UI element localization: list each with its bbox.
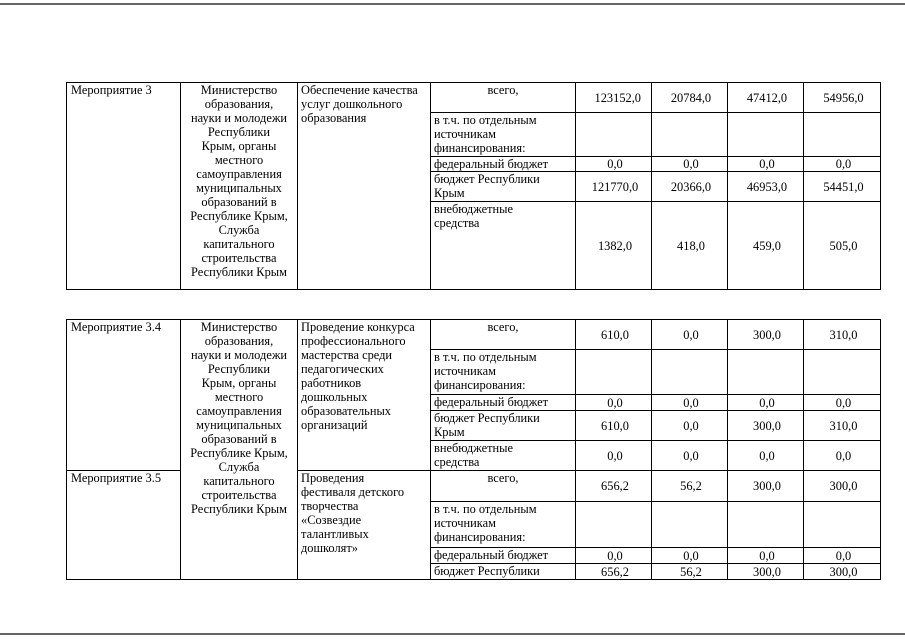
value-cell: 610,0 <box>576 411 652 441</box>
value-cell: 0,0 <box>652 548 728 564</box>
value-cell: 310,0 <box>804 320 881 350</box>
value-cell <box>652 350 728 395</box>
value-cell: 54451,0 <box>804 172 881 202</box>
value-cell <box>728 502 804 548</box>
value-cell <box>576 350 652 395</box>
event-name: Мероприятие 3.4 <box>67 320 181 471</box>
value-cell: 20366,0 <box>652 172 728 202</box>
source-breakdown: в т.ч. по отдельным источникам финансирования: <box>431 113 576 157</box>
source-total: всего, <box>431 83 576 113</box>
value-cell: 0,0 <box>728 395 804 411</box>
value-cell <box>728 350 804 395</box>
source-republic: бюджет Республики <box>431 564 576 580</box>
responsible-org: Министерство образования, науки и молодежи Республики Крым, органы местного самоуправления муниципальных образований в Республике Крым, Служба капитального строительства Республики Крым <box>181 320 298 580</box>
value-cell: 46953,0 <box>728 172 804 202</box>
event-description: Проведение конкурса профессионального мастерства среди педагогических работников дошкольных образовательных организаций <box>298 320 431 471</box>
source-breakdown: в т.ч. по отдельным источникам финансирования: <box>431 350 576 395</box>
value-cell: 0,0 <box>804 157 881 172</box>
source-extrabudget: внебюджетные средства <box>431 202 576 290</box>
value-cell: 0,0 <box>576 395 652 411</box>
value-cell <box>804 113 881 157</box>
event-name: Мероприятие 3 <box>67 83 181 290</box>
value-cell: 0,0 <box>576 548 652 564</box>
responsible-org: Министерство образования, науки и молодежи Республики Крым, органы местного самоуправления муниципальных образований в Республике Крым, Служба капитального строительства Республики Крым <box>181 83 298 290</box>
source-republic: бюджет Республики Крым <box>431 172 576 202</box>
source-extrabudget: внебюджетные средства <box>431 441 576 471</box>
source-federal: федеральный бюджет <box>431 395 576 411</box>
source-federal: федеральный бюджет <box>431 548 576 564</box>
source-total: всего, <box>431 320 576 350</box>
value-cell: 1382,0 <box>576 202 652 290</box>
value-cell: 0,0 <box>652 320 728 350</box>
value-cell: 0,0 <box>652 395 728 411</box>
value-cell: 310,0 <box>804 411 881 441</box>
value-cell <box>804 350 881 395</box>
value-cell: 0,0 <box>576 441 652 471</box>
event-name: Мероприятие 3.5 <box>67 471 181 580</box>
value-cell <box>576 113 652 157</box>
value-cell: 300,0 <box>728 471 804 502</box>
value-cell: 0,0 <box>652 157 728 172</box>
value-cell <box>804 502 881 548</box>
value-cell: 54956,0 <box>804 83 881 113</box>
value-cell: 56,2 <box>652 564 728 580</box>
program-table-event-3 <box>66 82 881 290</box>
source-total: всего, <box>431 471 576 502</box>
program-table-events-3-4-3-5 <box>66 319 881 580</box>
value-cell: 123152,0 <box>576 83 652 113</box>
value-cell: 0,0 <box>576 157 652 172</box>
scan-edge-top <box>0 3 905 5</box>
scan-edge-bottom <box>0 633 905 635</box>
event-description: Обеспечение качества услуг дошкольного образования <box>298 83 431 290</box>
value-cell: 0,0 <box>804 441 881 471</box>
value-cell: 0,0 <box>804 548 881 564</box>
value-cell: 0,0 <box>652 441 728 471</box>
value-cell: 418,0 <box>652 202 728 290</box>
value-cell: 20784,0 <box>652 83 728 113</box>
value-cell: 0,0 <box>804 395 881 411</box>
source-breakdown: в т.ч. по отдельным источникам финансирования: <box>431 502 576 548</box>
value-cell: 656,2 <box>576 471 652 502</box>
value-cell <box>652 502 728 548</box>
value-cell <box>652 113 728 157</box>
value-cell: 505,0 <box>804 202 881 290</box>
event-description: Проведения фестиваля детского творчества «Созвездие талантливых дошколят» <box>298 471 431 580</box>
value-cell: 300,0 <box>804 564 881 580</box>
value-cell: 610,0 <box>576 320 652 350</box>
value-cell: 121770,0 <box>576 172 652 202</box>
value-cell: 300,0 <box>804 471 881 502</box>
value-cell: 300,0 <box>728 320 804 350</box>
value-cell: 0,0 <box>728 441 804 471</box>
value-cell <box>728 113 804 157</box>
value-cell: 0,0 <box>728 548 804 564</box>
source-republic: бюджет Республики Крым <box>431 411 576 441</box>
source-federal: федеральный бюджет <box>431 157 576 172</box>
value-cell: 656,2 <box>576 564 652 580</box>
value-cell: 0,0 <box>728 157 804 172</box>
value-cell: 300,0 <box>728 564 804 580</box>
value-cell <box>576 502 652 548</box>
value-cell: 56,2 <box>652 471 728 502</box>
value-cell: 47412,0 <box>728 83 804 113</box>
value-cell: 0,0 <box>652 411 728 441</box>
value-cell: 300,0 <box>728 411 804 441</box>
value-cell: 459,0 <box>728 202 804 290</box>
